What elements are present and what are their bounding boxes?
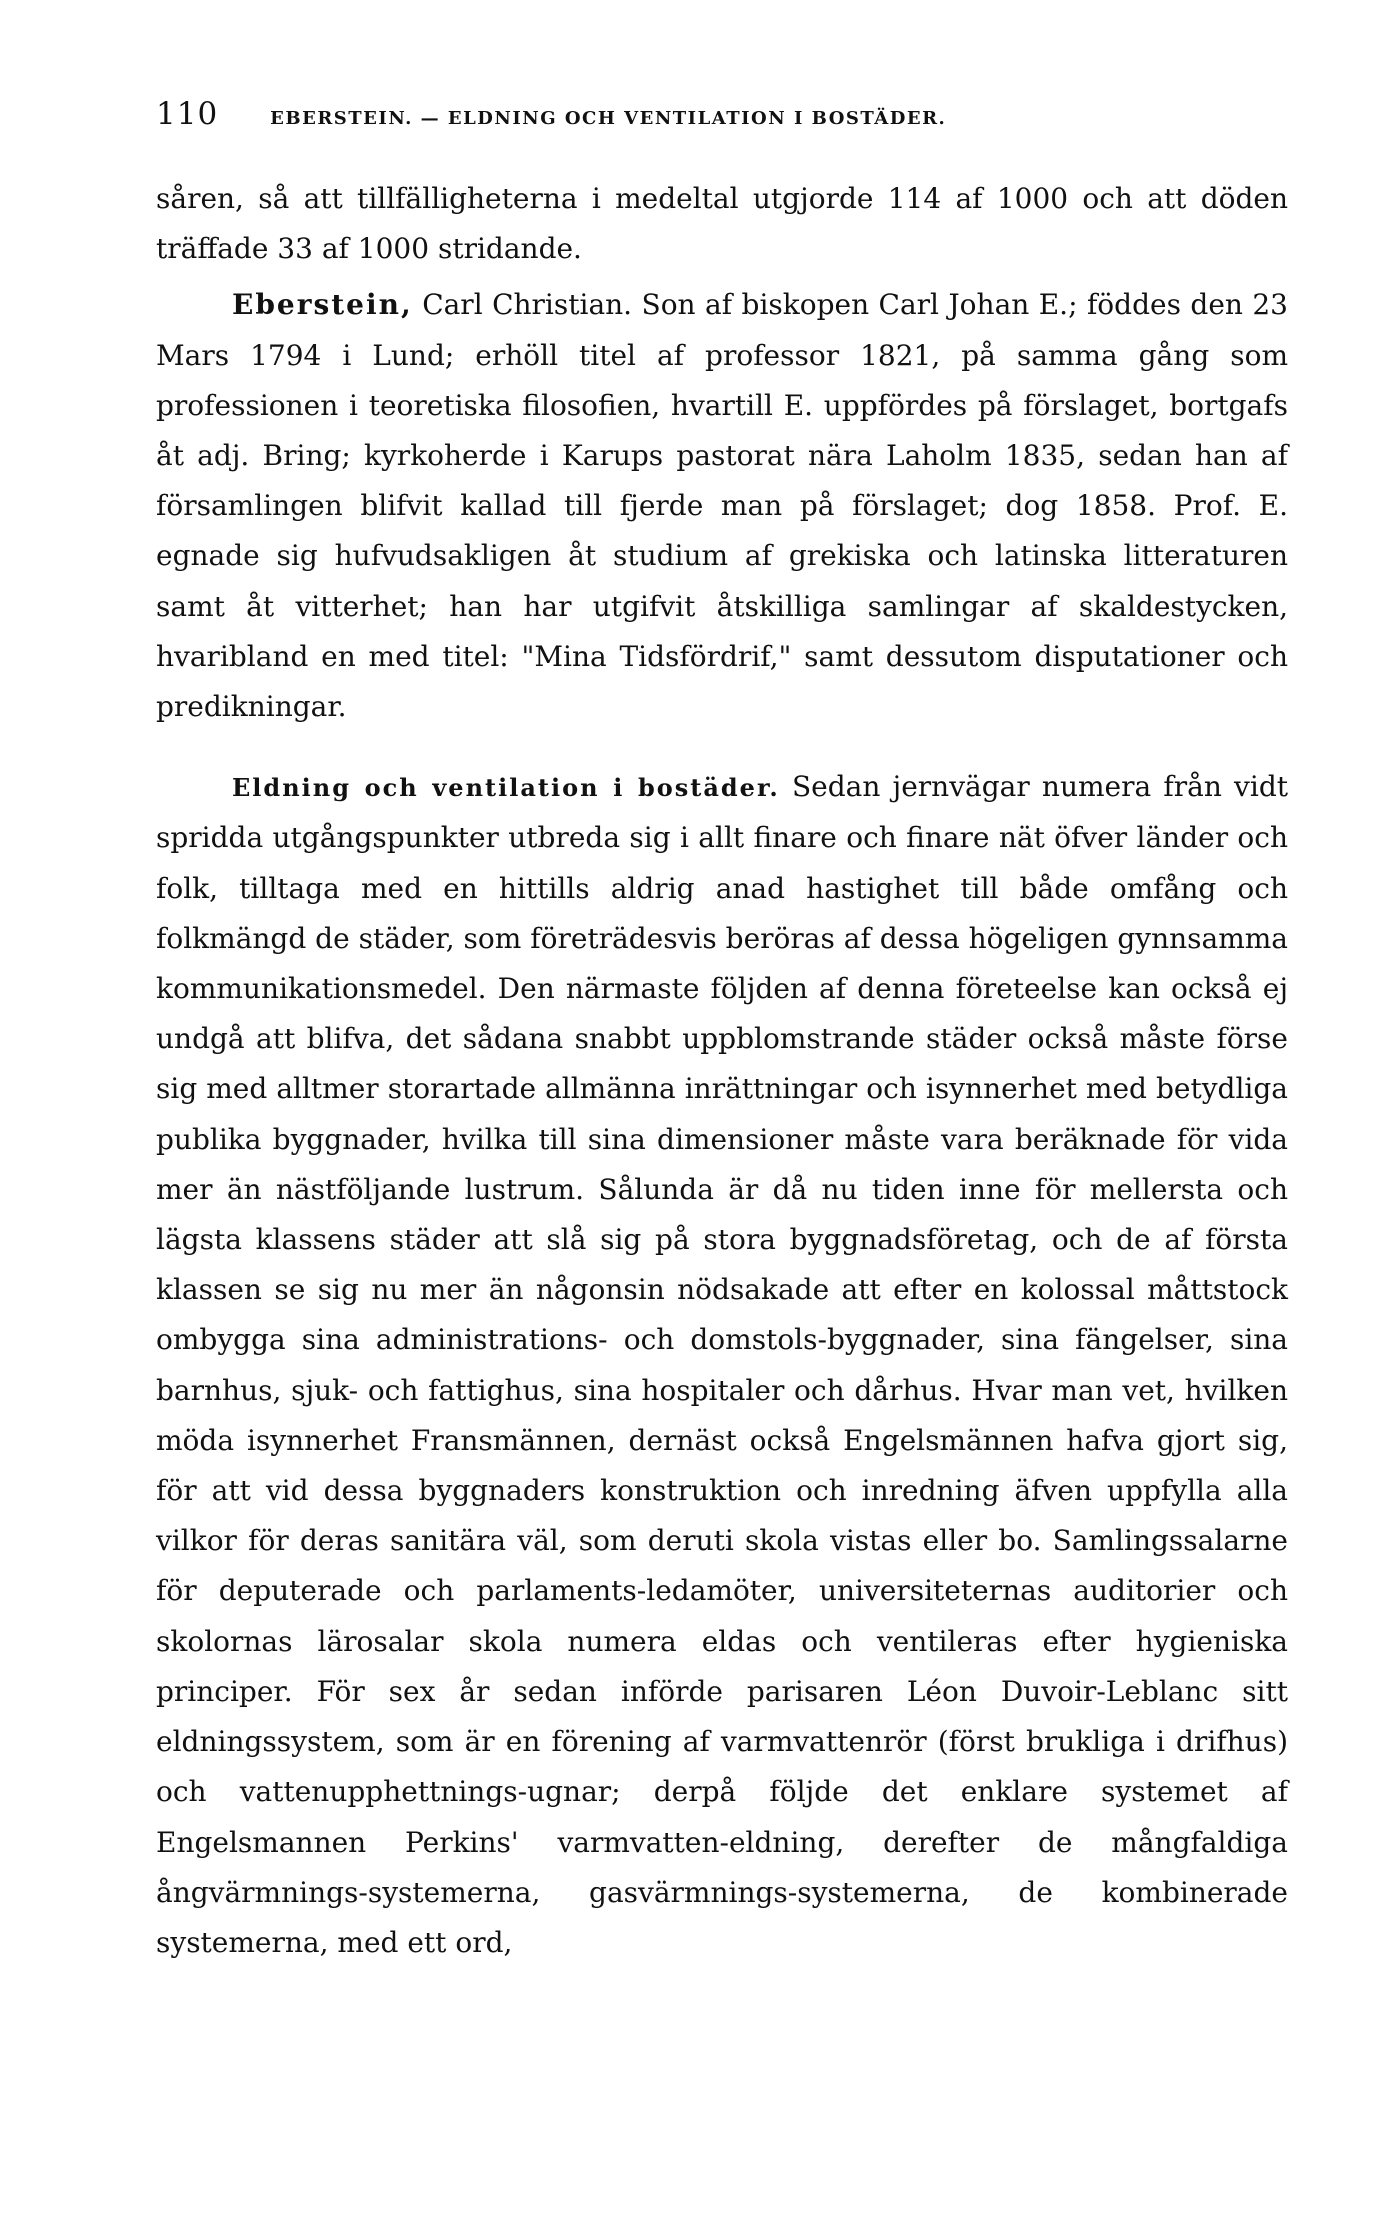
running-title: EBERSTEIN. — ELDNING OCH VENTILATION I BOSTÄDER. [270,108,947,129]
entry-eldning [156,762,1288,1968]
continuation-paragraph: såren, så att tillfälligheterna i medeltal utgjorde 114 af 1000 och att döden träffade 33 af 1000 stridande. [156,182,1288,266]
book-page [156,96,1288,1968]
section-text: Sedan jernvägar numera från vidt spridda utgångspunkter utbreda sig i allt finare och finare nät öfver länder och folk, tilltaga med en hittills aldrig anad hastighet till både omfång och folkmängd de städer, som företrädesvis beröras af dessa högeligen gynnsamma kommunikationsmedel. Den närmaste följden af denna företeelse kan också ej undgå att blifva, det sådana snabbt uppblomstrande städer också måste förse sig med alltmer storartade allmänna inrättningar och isynnerhet med betydliga publika byggnader, hvilka till sina dimensioner måste vara beräknade för vida mer än nästföljande lustrum. Sålunda är då nu tiden inne för mellersta och lägsta klassens städer att slå sig på stora byggnadsföretag, och de af första klassen se sig nu mer än någonsin nödsakade att efter en kolossal måttstock ombygga sina administrations- och domstols-byggnader, sina fängelser, sina barnhus, sjuk- och fattighus, sina hospitaler och dårhus. Hvar man vet, hvilken möda isynnerhet Fransmännen, dernäst också Engelsmännen hafva gjort sig, för att vid dessa byggnaders konstruktion och inredning äfven uppfylla alla vilkor för deras sanitära väl, som deruti skola vistas eller bo. Samlingssalarne för deputerade och parlaments-ledamöter, universiteternas auditorier och skolornas lärosalar skola numera eldas och ventileras efter hygieniska principer. För sex år sedan införde parisaren Léon Duvoir-Leblanc sitt eldningssystem, som är en förening af varmvattenrör (först brukliga i drifhus) och vattenupphettnings-ugnar; derpå följde det enklare systemet af Engelsmannen Perkins' varmvatten-eldning, derefter de mångfaldiga ångvärmnings-systemerna, gasvärmnings-systemerna, de kombinerade systemerna, med ett ord, [156,770,1288,1959]
page-number: 110 [156,96,219,132]
entry-eberstein [156,280,1288,732]
entry-lemma: Eberstein, [232,288,413,322]
section-heading: Eldning och ventilation i bostäder. [232,773,780,803]
running-head [156,96,1288,152]
entry-text: Carl Christian. Son af biskopen Carl Johan E.; föddes den 23 Mars 1794 i Lund; erhöll titel af professor 1821, på samma gång som professionen i teoretiska filosofien, hvartill E. uppfördes på förslaget, bortgafs åt adj. Bring; kyrkoherde i Karups pastorat nära Laholm 1835, sedan han af församlingen blifvit kallad till fjerde man på förslaget; dog 1858. Prof. E. egnade sig hufvudsakligen åt studium af grekiska och latinska litteraturen samt åt vitterhet; han har utgifvit åtskilliga samlingar af skaldestycken, hvaribland en med titel: "Mina Tidsfördrif," samt dessutom disputationer och predikningar. [156,288,1288,724]
